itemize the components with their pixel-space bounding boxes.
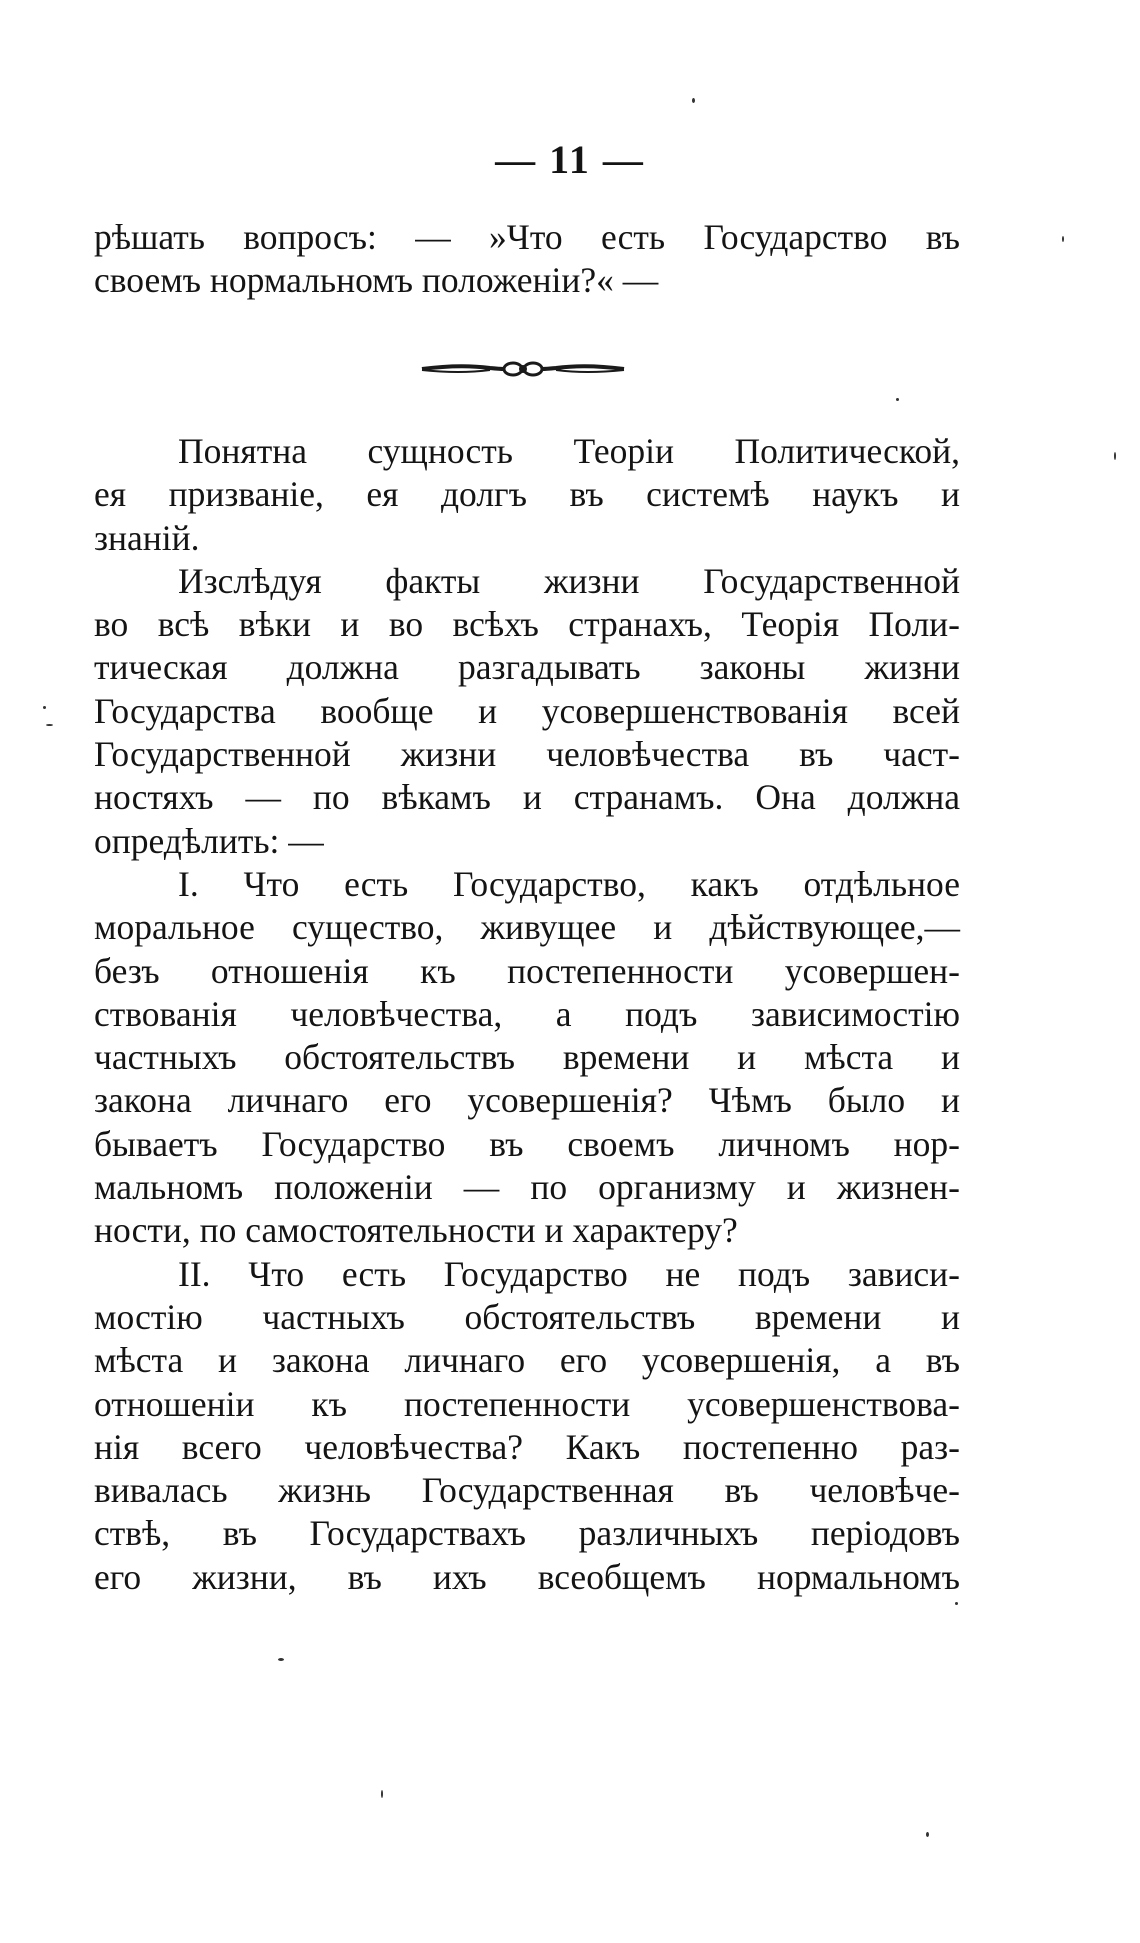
- scan-speck: [278, 1658, 284, 1661]
- text-line: моральное существо, живущее и дѣйствующее,—: [94, 907, 960, 948]
- text-line: рѣшать вопросъ: — »Что есть Государство въ: [94, 217, 960, 257]
- continued-text: [94, 216, 960, 303]
- text-line: тическая должна разгадывать законы жизни: [94, 647, 960, 688]
- text-line: во всѣ вѣки и во всѣхъ странахъ, Теорія Поли-: [94, 604, 960, 645]
- scan-speck: [1062, 236, 1064, 242]
- scan-speck: [381, 1790, 383, 1798]
- decorative-rule-ornament-icon: [420, 356, 626, 382]
- text-line: ствѣ, въ Государствахъ различныхъ періодовъ: [94, 1513, 960, 1554]
- text-line: Изслѣдуя факты жизни Государственной: [178, 560, 960, 601]
- scan-speck: [955, 1602, 958, 1605]
- text-line: безъ отношенія къ постепенности усовершен-: [94, 950, 960, 991]
- scan-speck: [46, 724, 53, 726]
- main-text: [94, 430, 960, 1599]
- text-line: знаній.: [94, 517, 200, 558]
- text-line: II. Что есть Государство не подъ зависи-: [178, 1253, 960, 1294]
- text-line: отношеніи къ постепенности усовершенствова-: [94, 1383, 960, 1424]
- text-line: мѣста и закона личнаго его усовершенія, а въ: [94, 1340, 960, 1381]
- paragraph: [94, 560, 960, 863]
- text-line: опредѣлить: —: [94, 820, 324, 861]
- paragraph: [94, 1253, 960, 1599]
- text-line: вивалась жизнь Государственная въ человѣче-: [94, 1470, 960, 1511]
- text-line: ностяхъ — по вѣкамъ и странамъ. Она должна: [94, 777, 960, 818]
- scan-speck: [692, 98, 695, 103]
- text-line: Государственной жизни человѣчества въ част-: [94, 734, 960, 775]
- text-line: мальномъ положеніи — по организму и жизнен-: [94, 1167, 960, 1208]
- scan-speck: [896, 398, 899, 401]
- text-line: своемъ нормальномъ положеніи?« —: [94, 260, 659, 301]
- text-line: закона личнаго его усовершенія? Чѣмъ было и: [94, 1080, 960, 1121]
- scan-speck: [43, 706, 46, 709]
- text-line: его жизни, въ ихъ всеобщемъ нормальномъ: [94, 1556, 960, 1597]
- text-line: бываетъ Государство въ своемъ личномъ нор-: [94, 1123, 960, 1164]
- text-line: ствованія человѣчества, а подъ зависимостію: [94, 993, 960, 1034]
- text-line: нія всего человѣчества? Какъ постепенно раз-: [94, 1426, 960, 1467]
- scan-speck: [926, 1832, 929, 1837]
- text-line: I. Что есть Государство, какъ отдѣльное: [178, 863, 960, 904]
- text-line: частныхъ обстоятельствъ времени и мѣста и: [94, 1037, 960, 1078]
- paragraph: [94, 430, 960, 560]
- paragraph: [94, 863, 960, 1253]
- text-line: Понятна сущность Теоріи Политической,: [178, 431, 960, 471]
- text-line: Государства вообще и усовершенствованія всей: [94, 690, 960, 731]
- text-line: ея призваніе, ея долгъ въ системѣ наукъ и: [94, 474, 960, 515]
- page-number: — 11 —: [495, 137, 645, 182]
- text-line: мостію частныхъ обстоятельствъ времени и: [94, 1296, 960, 1337]
- text-line: ности, по самостоятельности и характеру?: [94, 1210, 738, 1251]
- scan-speck: [1114, 452, 1116, 460]
